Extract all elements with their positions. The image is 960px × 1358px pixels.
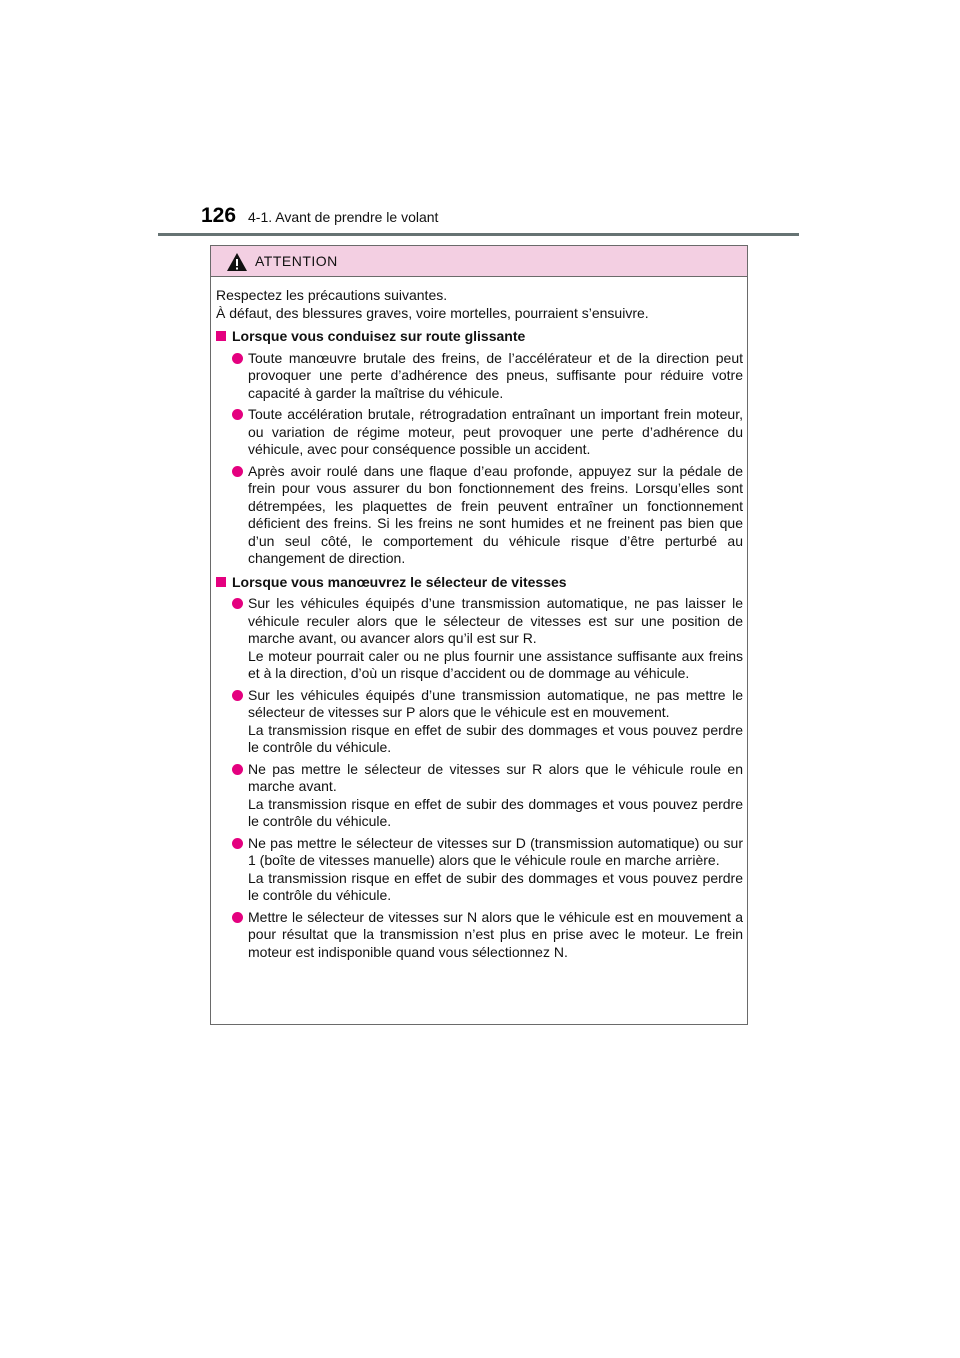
bullet-text: La transmission risque en effet de subir des dommages et vous pouvez perdre le contrôle du véhicule. bbox=[248, 795, 743, 829]
bullet-text: Ne pas mettre le sélecteur de vitesses sur D (transmission automatique) ou sur 1 (boîte de vitesses manuelle) alors que le véhicule roule en marche arrière. bbox=[248, 834, 743, 868]
warning-header bbox=[211, 246, 747, 277]
round-bullet-icon bbox=[232, 598, 243, 609]
warning-intro bbox=[216, 287, 743, 322]
bullet-item bbox=[216, 835, 743, 905]
warning-box bbox=[210, 245, 748, 1025]
bullet-text: Toute accélération brutale, rétrogradation entraînant un important frein moteur, ou variation de régime moteur, peut provoquer une perte d’adhérence du véhicule, avec pour conséquence possible un accident. bbox=[248, 406, 743, 457]
section-heading bbox=[216, 328, 743, 346]
section-heading bbox=[216, 574, 743, 592]
bullet-item bbox=[216, 406, 743, 459]
section-title: 4-1. Avant de prendre le volant bbox=[248, 209, 439, 225]
round-bullet-icon bbox=[232, 409, 243, 420]
bullet-item bbox=[216, 463, 743, 568]
header-divider bbox=[158, 233, 799, 236]
intro-line: Respectez les précautions suivantes. bbox=[216, 287, 448, 303]
round-bullet-icon bbox=[232, 466, 243, 477]
bullet-text: Sur les véhicules équipés d’une transmission automatique, ne pas laisser le véhicule reculer alors que le sélecteur de vitesses est sur une position de marche avant, ou avancer alors qu’il est sur R. bbox=[248, 595, 743, 646]
bullet-text: Toute manœuvre brutale des freins, de l’accélérateur et de la direction peut provoquer une perte d’adhérence des pneus, suffisante pour réduire votre capacité à garder la maîtrise du véhicule. bbox=[248, 349, 743, 401]
round-bullet-icon bbox=[232, 838, 243, 849]
warning-label: ATTENTION bbox=[255, 253, 338, 269]
round-bullet-icon bbox=[232, 764, 243, 775]
bullet-item bbox=[216, 595, 743, 683]
bullet-item bbox=[216, 687, 743, 757]
intro-line: À défaut, des blessures graves, voire mortelles, pourraient s’ensuivre. bbox=[216, 304, 649, 321]
bullet-text: Le moteur pourrait caler ou ne plus fournir une assistance suffisante aux freins et à la direction, d’où un risque d’accident ou de dommage au véhicule. bbox=[248, 647, 743, 681]
bullet-item bbox=[216, 909, 743, 962]
round-bullet-icon bbox=[232, 912, 243, 923]
warning-triangle-icon bbox=[226, 252, 248, 272]
bullet-item bbox=[216, 761, 743, 831]
bullet-text: Sur les véhicules équipés d’une transmission automatique, ne pas mettre le sélecteur de vitesses sur P alors que le véhicule est en mouvement. bbox=[248, 686, 743, 720]
section-heading-text: Lorsque vous conduisez sur route glissante bbox=[232, 328, 526, 344]
bullet-text: Après avoir roulé dans une flaque d’eau profonde, appuyez sur la pédale de frein pour vous assurer du bon fonctionnement des freins. Lorsqu’elles sont détrempées, les plaquettes de frein peuvent entraîner un fonctionnement déficient des freins. Si les freins ne sont humides et ne freinent pas bien que d’un seul côté, le comportement du véhicule risque d’être perturbé au changement de direction. bbox=[248, 462, 743, 566]
section-gear-selector bbox=[216, 574, 743, 962]
bullet-item bbox=[216, 350, 743, 403]
square-bullet-icon bbox=[216, 577, 226, 587]
square-bullet-icon bbox=[216, 331, 226, 341]
page-header bbox=[201, 203, 801, 229]
bullet-text: Ne pas mettre le sélecteur de vitesses sur R alors que le véhicule roule en marche avant. bbox=[248, 760, 743, 794]
bullet-text: La transmission risque en effet de subir des dommages et vous pouvez perdre le contrôle du véhicule. bbox=[248, 869, 743, 903]
bullet-text: Mettre le sélecteur de vitesses sur N alors que le véhicule est en mouvement a pour résultat que la transmission n’est plus en prise avec le moteur. Le frein moteur est indisponible quand vous sélectionnez N. bbox=[248, 908, 743, 960]
section-heading-text: Lorsque vous manœuvrez le sélecteur de vitesses bbox=[232, 573, 567, 590]
page-number: 126 bbox=[201, 204, 237, 227]
warning-body bbox=[216, 287, 743, 961]
round-bullet-icon bbox=[232, 353, 243, 364]
bullet-text: La transmission risque en effet de subir des dommages et vous pouvez perdre le contrôle du véhicule. bbox=[248, 721, 743, 755]
section-slippery-road bbox=[216, 328, 743, 568]
round-bullet-icon bbox=[232, 690, 243, 701]
